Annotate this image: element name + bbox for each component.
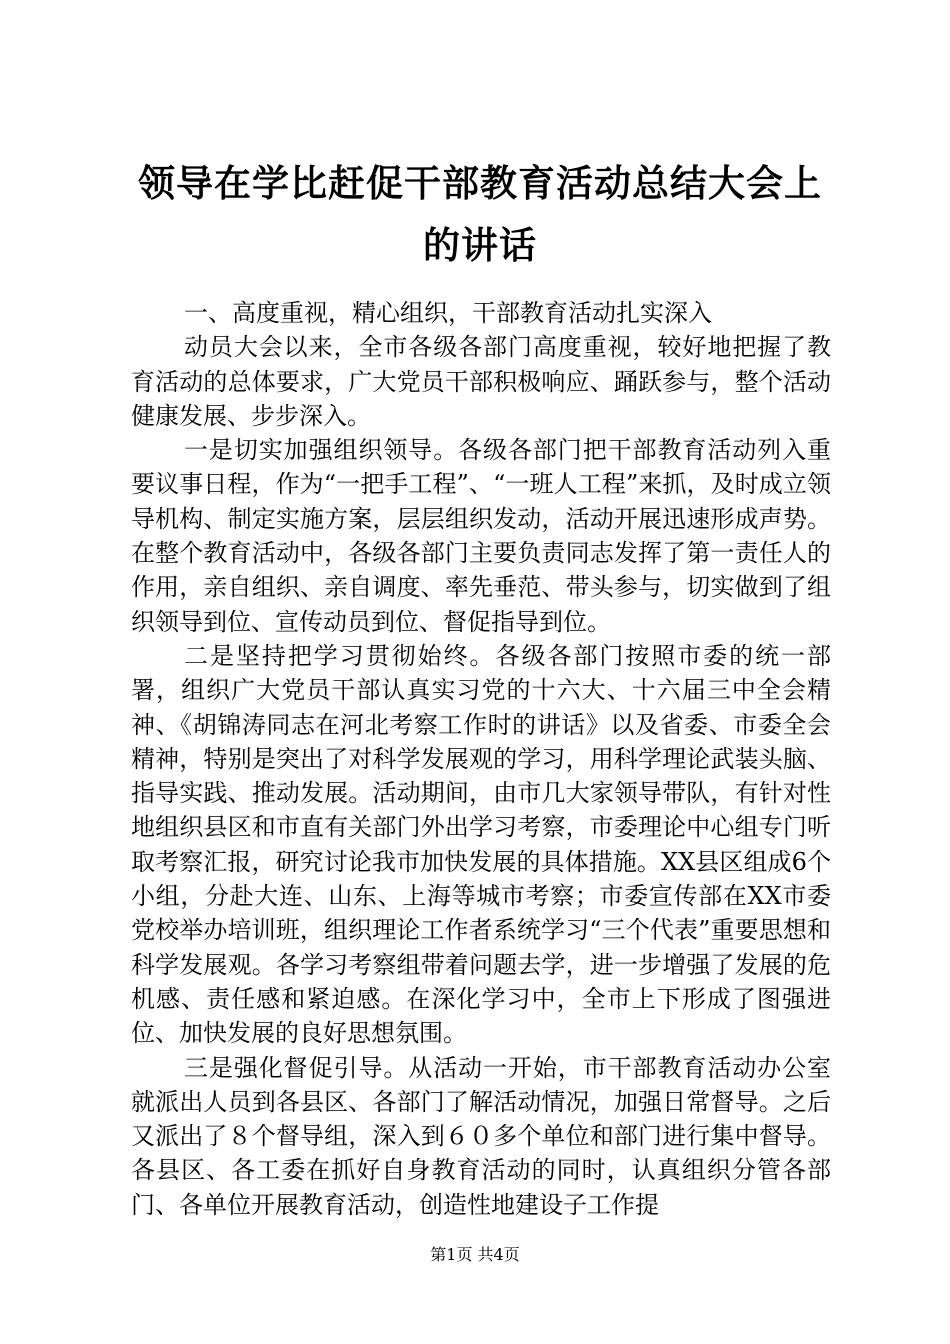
document-title: 领导在学比赶促干部教育活动总结大会上的讲话 bbox=[138, 161, 822, 267]
page-number: 第1页 共4页 bbox=[430, 1245, 520, 1264]
body-paragraph: 三是强化督促引导。从活动一开始，市干部教育活动办公室就派出人员到各县区、各部门了解活动情况，加强日常督导。之后又派出了８个督导组，深入到６０多个单位和部门进行集中督导。各县区、各工委在抓好自身教育活动的同时，认真组织分管各部门、各单位开展教育活动，创造性地建设子工作提 bbox=[131, 1053, 831, 1219]
body-paragraph: 一是切实加强组织领导。各级各部门把干部教育活动列入重要议事日程，作为“一把手工程”、“一班人工程”来抓，及时成立领导机构、制定实施方案，层层组织发动，活动开展迅速形成声势。在整个教育活动中，各级各部门主要负责同志发挥了第一责任人的作用，亲自组织、亲自调度、率先垂范、带头参与，切实做到了组织领导到位、宣传动员到位、督促指导到位。 bbox=[131, 436, 831, 636]
body-paragraph: 动员大会以来，全市各级各部门高度重视，较好地把握了教育活动的总体要求，广大党员干部积极响应、踊跃参与，整个活动健康发展、步步深入。 bbox=[131, 333, 831, 430]
section-heading: 一、高度重视，精心组织，干部教育活动扎实深入 bbox=[184, 299, 712, 327]
body-paragraph: 二是坚持把学习贯彻始终。各级各部门按照市委的统一部署，组织广大党员干部认真实习党的十六大、十六届三中全会精神、《胡锦涛同志在河北考察工作时的讲话》以及省委、市委全会精神，特别是突出了对科学发展观的学习，用科学理论武装头脑、指导实践、推动发展。活动期间，由市几大家领导带队，有针对性地组织县区和市直有关部门外出学习考察，市委理论中心组专门听取考察汇报，研究讨论我市加快发展的具体措施。XX县区组成6个小组，分赴大连、山东、上海等城市考察；市委宣传部在XX市委党校举办培训班，组织理论工作者系统学习“三个代表”重要思想和科学发展观。各学习考察组带着问题去学，进一步增强了发展的危机感、责任感和紧迫感。在深化学习中，全市上下形成了图强进位、加快发展的良好思想氛围。 bbox=[131, 641, 831, 1048]
document-body bbox=[131, 296, 831, 1222]
